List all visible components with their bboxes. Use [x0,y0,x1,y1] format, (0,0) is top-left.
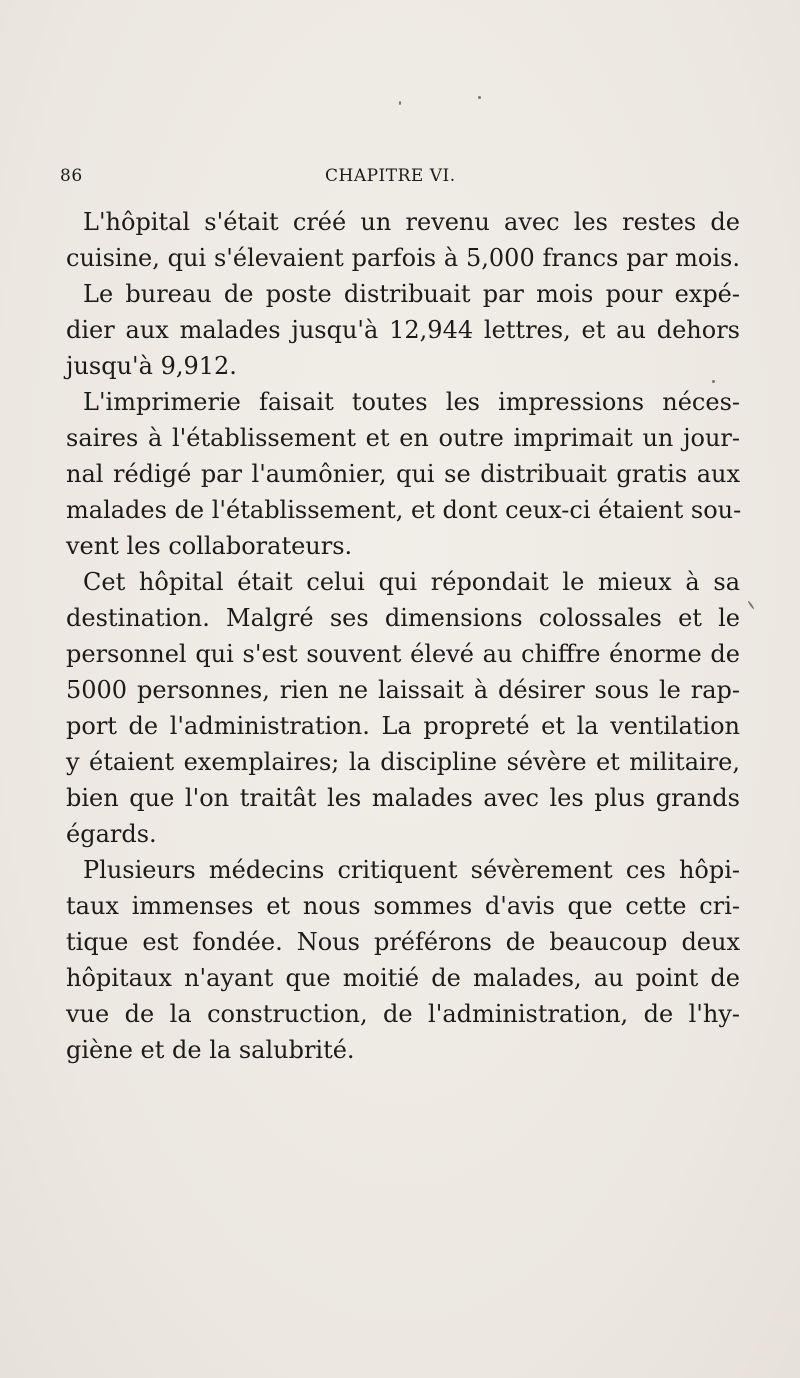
ink-speck [747,600,754,609]
page-number: 86 [60,166,83,186]
text-line: tique est fondée. Nous préférons de beaucoup deux [66,928,740,956]
text-line: malades de l'établissement, et dont ceux-ci étaient sou- [66,496,742,524]
text-line: taux immenses et nous sommes d'avis que cette cri- [66,892,740,920]
paragraph [66,384,740,564]
text-line: Cet hôpital était celui qui répondait le mieux à sa [83,568,740,596]
text-line: bien que l'on traitât les malades avec les plus grands [66,784,740,812]
text-line: y étaient exemplaires; la discipline sévère et militaire, [66,748,740,776]
text-line: Plusieurs médecins critiquent sévèrement ces hôpi- [83,856,740,884]
text-line: port de l'administration. La propreté et la ventilation [66,712,740,740]
ink-speck [399,101,401,105]
text-line: hôpitaux n'ayant que moitié de malades, au point de [66,964,740,992]
text-line: vue de la construction, de l'administration, de l'hy- [66,1000,740,1028]
text-line: Le bureau de poste distribuait par mois pour expé- [83,280,740,308]
text-line: L'hôpital s'était créé un revenu avec les restes de [83,208,740,236]
ink-speck [478,96,481,99]
text-line: vent les collaborateurs. [66,532,353,560]
text-line: cuisine, qui s'élevaient parfois à 5,000 francs par mois. [66,244,740,272]
paragraph [66,204,740,384]
running-head [60,166,740,190]
text-line: 5000 personnes, rien ne laissait à désirer sous le rap- [66,676,740,704]
text-line: destination. Malgré ses dimensions colossales et le [66,604,740,632]
text-line: L'imprimerie faisait toutes les impressions néces- [83,388,740,416]
text-line: saires à l'établissement et en outre imprimait un jour- [66,424,740,452]
text-line: personnel qui s'est souvent élevé au chiffre énorme de [66,640,740,668]
chapter-title: CHAPITRE VI. [325,166,456,186]
paragraph [66,852,740,1068]
text-line: giène et de la salubrité. [66,1036,355,1064]
body-text [66,204,740,1068]
text-line: égards. [66,820,157,848]
paragraph [66,564,740,852]
text-line: dier aux malades jusqu'à 12,944 lettres, et au dehors [66,316,740,344]
text-line: jusqu'à 9,912. [66,352,237,380]
text-line: nal rédigé par l'aumônier, qui se distribuait gratis aux [66,460,740,488]
